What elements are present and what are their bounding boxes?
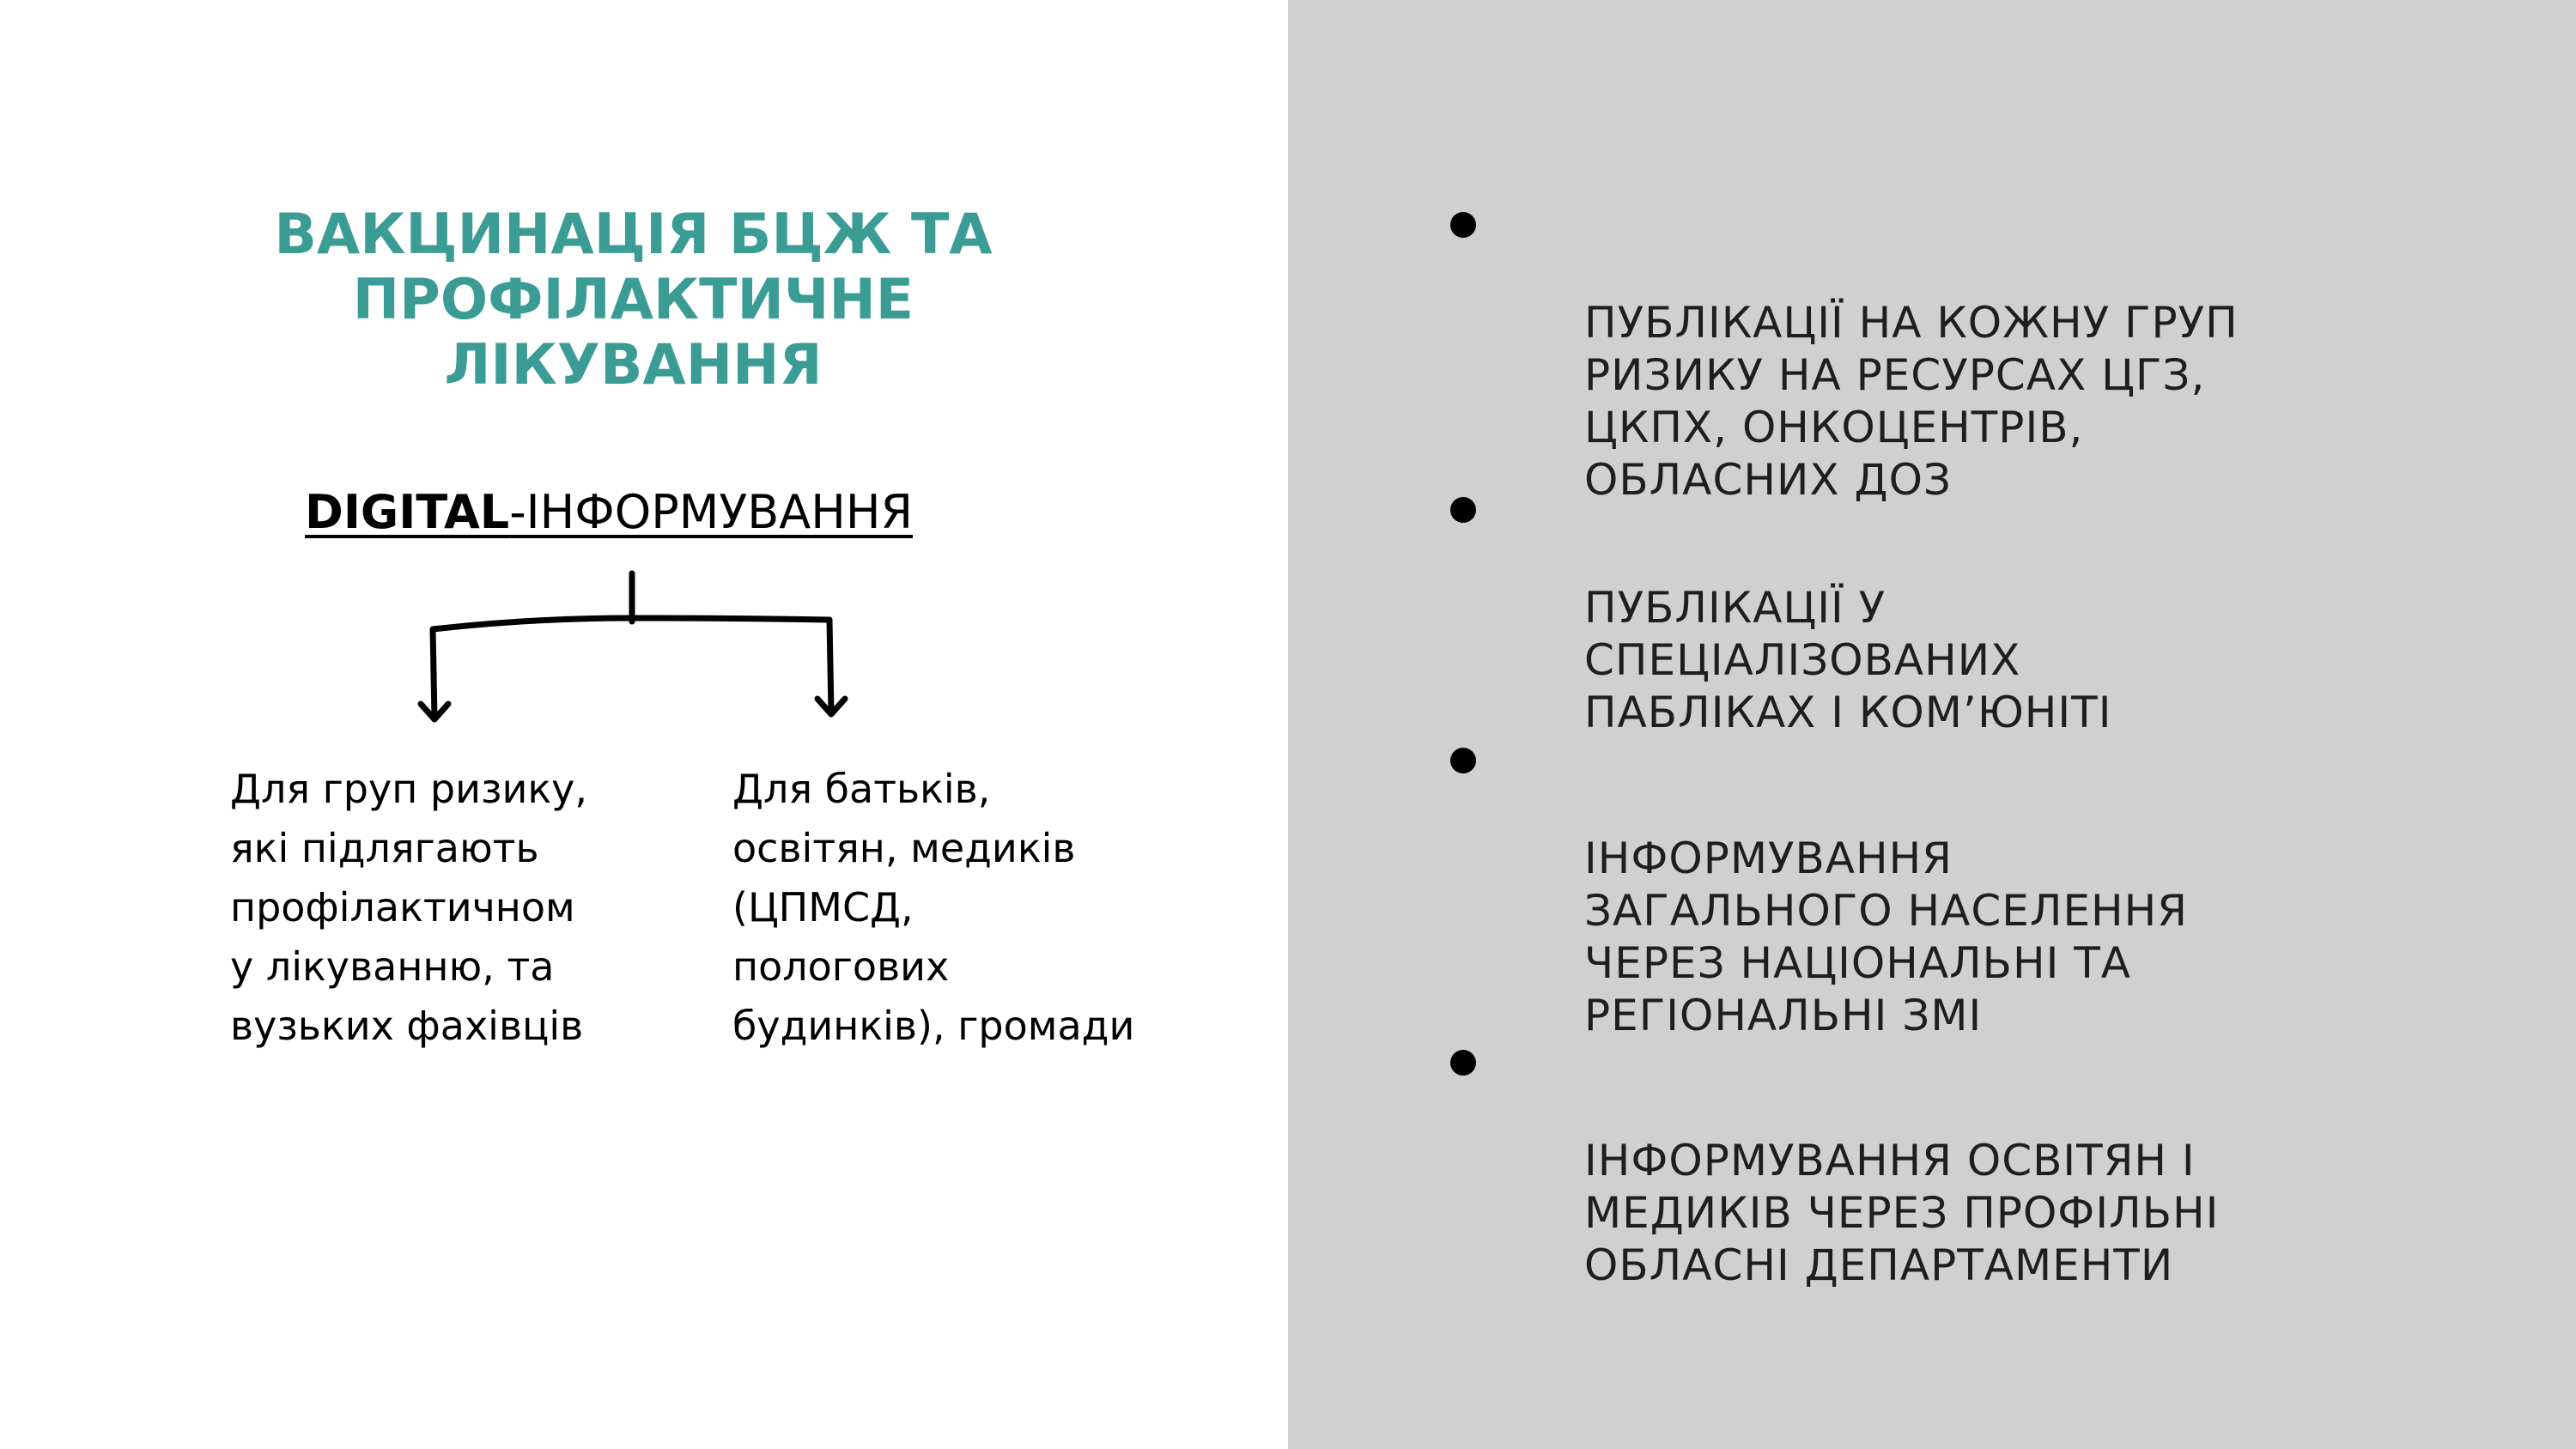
arrow-left-shaft — [433, 629, 434, 718]
subheading-digital-informing — [305, 482, 913, 543]
bullet-dot-icon — [1450, 497, 1476, 523]
bullet-item — [1443, 477, 2111, 739]
bullet-dot-icon — [1450, 748, 1476, 773]
bullet-text: ІНФОРМУВАННЯ ЗАГАЛЬНОГО НАСЕЛЕННЯ ЧЕРЕЗ НАЦІОНАЛЬНІ ТА РЕГІОНАЛЬНІ ЗМІ — [1584, 834, 2188, 1040]
branch-arrow-diagram — [404, 567, 867, 738]
branch-left-text: Для груп ризику, які підлягають профілактичном у лікуванню, та вузьких фахівців — [230, 766, 587, 1049]
branch-right-text: Для батьків, освітян, медиків (ЦПМСД, пологових будинків), громади — [732, 766, 1135, 1049]
bullet-item — [1443, 192, 2239, 506]
bullet-text: ПУБЛІКАЦІЇ У СПЕЦІАЛІЗОВАНИХ ПАБЛІКАХ І КОМ’ЮНІТІ — [1584, 583, 2112, 737]
slide-title: ВАКЦИНАЦІЯ БЦЖ ТА ПРОФІЛАКТИЧНЕ ЛІКУВАННЯ — [274, 203, 993, 397]
bullet-item — [1443, 1030, 2219, 1292]
subheading-bold-part: DIGITAL — [305, 485, 510, 539]
arrow-right-shaft — [829, 620, 831, 712]
bullet-dot-icon — [1450, 1050, 1476, 1076]
bullet-text: ІНФОРМУВАННЯ ОСВІТЯН І МЕДИКІВ ЧЕРЕЗ ПРОФІЛЬНІ ОБЛАСНІ ДЕПАРТАМЕНТИ — [1584, 1136, 2220, 1290]
bullet-text: ПУБЛІКАЦІЇ НА КОЖНУ ГРУП РИЗИКУ НА РЕСУРСАХ ЦГЗ, ЦКПХ, ОНКОЦЕНТРІВ, ОБЛАСНИХ ДОЗ — [1584, 298, 2239, 505]
bullet-item — [1443, 728, 2188, 1042]
bullet-dot-icon — [1450, 212, 1476, 238]
subheading-rest-part: -ІНФОРМУВАННЯ — [509, 485, 913, 539]
